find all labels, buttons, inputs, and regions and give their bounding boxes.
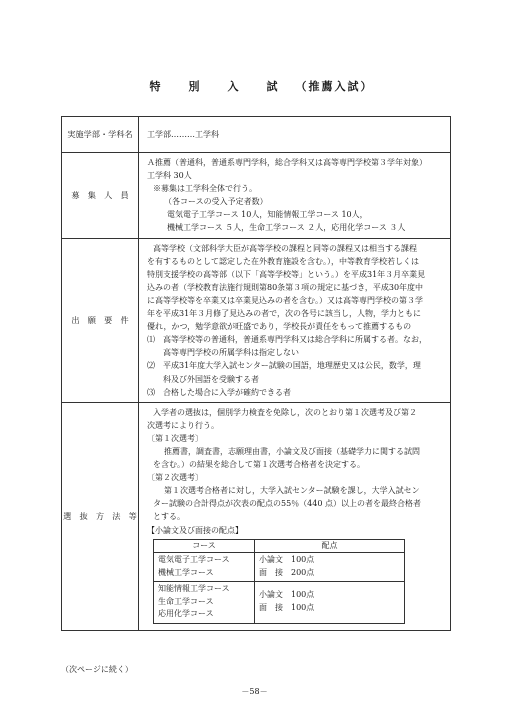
title-char: 別 (188, 80, 200, 93)
value-selection: 入学者の選抜は，個別学力検査を免除し，次のとおり第１次選考及び第２ 次選考により行う。 〔第１次選考〕 推薦書，調査書，志願理由書，小論文及び面接（基礎学力に関する試問 を含む。）の結果を総合して第１次選考合格者を決定する。 〔第２次選考〕 第１次選考合格者に対し，大学入試センター試験を課し，大学入試セン ター試験の合計得点が次表の配点の55％（440 点）以上の者を最終合格者 とする。 【小論文及び面接の配点】 コース 配点 電気電子工学コース 機械工学コース 小論文 100点 面 接 200点 知能情報工学コース 生命工学コース 応用化学コース 小論文 100点 面 接 100点 (139, 402, 451, 630)
admission-table (61, 116, 451, 631)
requirement-item: ⑴ 高等学校等の普通科，普通系専門学科又は総合学科に所属する者。なお， 高等専門学校の所属学科は指定しない (147, 335, 427, 358)
continued-note: （次ページに続く） (61, 665, 133, 674)
label-faculty: 実施学部・学科名 (62, 117, 139, 153)
row-selection (62, 402, 451, 630)
score-table-caption: 【小論文及び面接の配点】 (147, 525, 243, 535)
title-char: 試 (266, 80, 278, 93)
row-requirements (62, 238, 451, 402)
title-char: 特 (149, 80, 161, 93)
score-table-header: 配点 (255, 539, 405, 553)
value-faculty: 工学部………工学科 (139, 117, 451, 153)
page-number: －58－ (241, 687, 268, 696)
second-selection-title: 〔第２次選考〕 (147, 473, 203, 483)
label-selection: 選 抜 方 法 等 (62, 402, 139, 630)
table-row: 知能情報工学コース 生命工学コース 応用化学コース 小論文 100点 面 接 100点 (154, 582, 405, 624)
title-subtitle: （推薦入試） (295, 80, 374, 93)
label-requirements: 出 願 要 件 (62, 238, 139, 402)
value-requirements: 高等学校（文部科学大臣が高等学校の課程と同等の課程又は相当する課程 を有するものとして認定した在外教育施設を含む。），中等教育学校若しくは 特別支援学校の高等部（以下「高等学校等」という。）を平成31年３月卒業見 込みの者（学校教育法施行規則第80条第３項の規定に基づき，平成30年度中 に高等学校等を卒業又は卒業見込みの者を含む。）又は高等専門学校の第３学 年を平成31年３月修了見込みの者で，次の各号に該当し，人物，学力ともに 優れ，かつ，勉学意欲が旺盛であり，学校長が責任をもって推薦するもの ⑴ 高等学校等の普通科，普通系専門学科又は総合学科に所属する者。なお， 高等専門学校の所属学科は指定しない ⑵ 平成31年度大学入試センター試験の国語，地理歴史又は公民，数学，理 科及び外国語を受験する者 ⑶ 合格した場合に入学が確約できる者 (139, 238, 451, 402)
score-table-header: コース (154, 539, 255, 553)
value-recruit: Ａ推薦（普通科，普通系専門学科，総合学科又は高等専門学校第３学年対象） 工学科 30人 ※募集は工学科全体で行う。 （各コースの受入予定者数） 電気電子工学コース 10人，知能情報工学コース 10人， 機械工学コース ５人，生命工学コース ２人，応用化学コース ３人 (139, 153, 451, 239)
page-title (0, 78, 509, 94)
first-selection-title: 〔第１次選考〕 (147, 433, 203, 443)
score-table (153, 539, 405, 624)
requirement-item: ⑵ 平成31年度大学入試センター試験の国語，地理歴史又は公民，数学，理 科及び外国語を受験する者 (147, 361, 421, 384)
row-recruit (62, 153, 451, 239)
table-row: 電気電子工学コース 機械工学コース 小論文 100点 面 接 200点 (154, 553, 405, 582)
title-char: 入 (227, 80, 239, 93)
row-faculty (62, 117, 451, 153)
requirement-item: ⑶ 合格した場合に入学が確約できる者 (147, 387, 291, 397)
label-recruit: 募 集 人 員 (62, 153, 139, 239)
